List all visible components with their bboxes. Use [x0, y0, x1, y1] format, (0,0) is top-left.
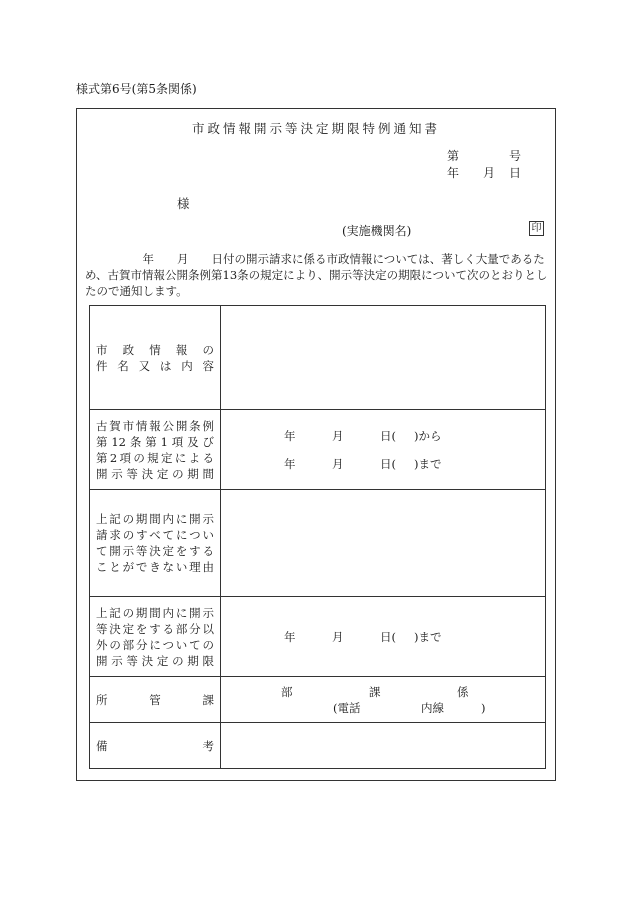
body-line: たので通知します。 — [85, 284, 188, 298]
agency-name: (実施機関名) — [342, 224, 412, 238]
label-line: 上記の期間内に開示 — [96, 512, 214, 526]
period-to-line — [284, 450, 545, 478]
row-department — [90, 677, 546, 723]
date-month: 月 — [483, 166, 496, 180]
to-month: 月 — [332, 456, 344, 471]
notice-table — [89, 305, 546, 769]
to-year: 年 — [284, 456, 296, 471]
deadline-year: 年 — [284, 629, 296, 644]
value-department — [221, 677, 546, 723]
from-year: 年 — [284, 428, 296, 443]
number-prefix: 第 — [447, 149, 460, 163]
date-year: 年 — [447, 166, 460, 180]
dept-ka: 課 — [369, 684, 381, 699]
notice-body — [85, 251, 551, 299]
label-line: 所管課 — [96, 692, 214, 707]
label-line: 等決定をする部分以 — [96, 621, 214, 636]
form-number-label: 様式第6号(第5条関係) — [76, 82, 197, 96]
notice-frame — [76, 108, 556, 781]
from-end: )から — [414, 428, 442, 443]
value-remaining-deadline — [221, 597, 546, 677]
label-department — [90, 677, 221, 723]
phone-line — [281, 700, 545, 716]
addressee-suffix: 様 — [177, 196, 190, 211]
row-reason — [90, 490, 546, 597]
number-suffix: 号 — [508, 149, 521, 163]
dept-kakari: 係 — [457, 684, 469, 699]
value-item-name — [221, 306, 546, 410]
from-month: 月 — [332, 428, 344, 443]
label-item-name — [90, 306, 221, 410]
label-line: 古賀市情報公開条例 — [96, 418, 214, 433]
deadline-end: )まで — [414, 629, 442, 644]
label-line: 開示等決定の期間 — [96, 466, 214, 481]
label-remarks — [90, 723, 221, 769]
label-remaining-deadline — [90, 597, 221, 677]
label-reason — [90, 490, 221, 597]
dept-close: ) — [481, 700, 486, 715]
row-remarks — [90, 723, 546, 769]
label-line: 第12条第1項及び — [96, 434, 214, 449]
row-item-name — [90, 306, 546, 410]
dept-extension: 内線 — [421, 700, 444, 715]
label-line: 第2項の規定による — [96, 450, 214, 465]
to-end: )まで — [414, 456, 442, 471]
dept-bu: 部 — [281, 684, 293, 699]
label-line: 備考 — [96, 738, 214, 753]
document-number-line — [447, 147, 529, 164]
value-remarks — [221, 723, 546, 769]
label-period — [90, 410, 221, 490]
label-line: ことができない理由 — [96, 560, 214, 574]
dept-phone: (電話 — [333, 700, 361, 715]
label-line: 請求のすべてについ — [96, 528, 214, 542]
value-period — [221, 410, 546, 490]
label-line: 件名又は内容 — [96, 358, 214, 373]
deadline-line — [284, 623, 545, 651]
label-line: 市政情報の — [96, 342, 214, 357]
label-line: 外の部分についての — [96, 637, 214, 652]
label-line: 開示等決定の期限 — [96, 653, 214, 668]
value-reason — [221, 490, 546, 597]
document-date-line — [447, 164, 529, 181]
deadline-day: 日( — [380, 629, 396, 644]
label-line: 上記の期間内に開示 — [96, 605, 214, 620]
row-period — [90, 410, 546, 490]
row-remaining-deadline — [90, 597, 546, 677]
deadline-month: 月 — [332, 629, 344, 644]
body-line: 年 月 日付の開示請求に係る市政情報については、著しく大量であるた — [85, 252, 545, 266]
department-line — [281, 684, 545, 700]
document-title: 市政情報開示等決定期限特例通知書 — [191, 121, 440, 136]
body-line: め、古賀市情報公開条例第13条の規定により、開示等決定の期限について次のとおりとし — [85, 268, 548, 282]
date-day: 日 — [508, 166, 521, 180]
label-line: て開示等決定をする — [96, 544, 214, 558]
to-day: 日( — [380, 456, 396, 471]
from-day: 日( — [380, 428, 396, 443]
period-from-line — [284, 422, 545, 450]
seal-mark: 印 — [529, 221, 544, 236]
